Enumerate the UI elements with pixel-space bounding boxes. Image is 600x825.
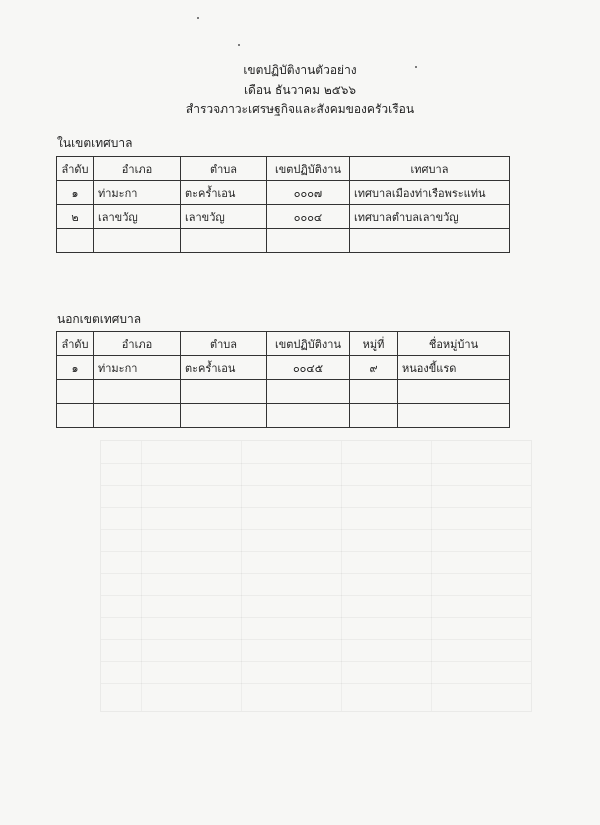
- cell-district: [94, 380, 181, 404]
- cell-order: [57, 404, 94, 428]
- cell-subdistrict: [181, 380, 267, 404]
- cell-district: ท่ามะกา: [94, 181, 181, 205]
- section-municipal-label: ในเขตเทศบาล: [57, 136, 133, 150]
- cell-work-area: ๐๐๐๔: [267, 205, 350, 229]
- cell-work-area: [267, 229, 350, 253]
- cell-subdistrict: [181, 229, 267, 253]
- cell-subdistrict: เลาขวัญ: [181, 205, 267, 229]
- non-municipal-table: [56, 331, 510, 428]
- cell-subdistrict: [181, 404, 267, 428]
- table-header-row: [57, 332, 510, 356]
- column-header: เขตปฏิบัติงาน: [267, 157, 350, 181]
- column-header: ตำบล: [181, 157, 267, 181]
- cell-work-area: [267, 380, 350, 404]
- cell-village-name: [398, 404, 510, 428]
- cell-village-name: [398, 380, 510, 404]
- cell-district: [94, 229, 181, 253]
- table-row: [57, 380, 510, 404]
- column-header: ลำดับ: [57, 157, 94, 181]
- cell-order: ๒: [57, 205, 94, 229]
- section-non-municipal-label: นอกเขตเทศบาล: [57, 312, 142, 326]
- table-row: [57, 356, 510, 380]
- cell-district: [94, 404, 181, 428]
- document-title: เขตปฏิบัติงานตัวอย่าง: [243, 63, 357, 77]
- column-header: เทศบาล: [350, 157, 510, 181]
- scan-speck: [197, 17, 199, 19]
- table-row: [57, 229, 510, 253]
- cell-subdistrict: ตะคร้ำเอน: [181, 356, 267, 380]
- cell-municipality: เทศบาลเมืองท่าเรือพระแท่น: [350, 181, 510, 205]
- cell-district: ท่ามะกา: [94, 356, 181, 380]
- cell-municipality: เทศบาลตำบลเลาขวัญ: [350, 205, 510, 229]
- cell-district: เลาขวัญ: [94, 205, 181, 229]
- cell-work-area: ๐๐๐๗: [267, 181, 350, 205]
- cell-village-no: [350, 380, 398, 404]
- scan-speck: [238, 44, 240, 46]
- table-row: [57, 205, 510, 229]
- document-month: เดือน ธันวาคม ๒๕๖๖: [243, 83, 357, 97]
- table-header-row: [57, 157, 510, 181]
- document-survey-name: สำรวจภาวะเศรษฐกิจและสังคมของครัวเรือน: [185, 102, 415, 116]
- municipal-table: [56, 156, 510, 253]
- column-header: ตำบล: [181, 332, 267, 356]
- cell-order: ๑: [57, 356, 94, 380]
- faint-bleed-through: [100, 440, 532, 712]
- table-row: [57, 181, 510, 205]
- column-header: อำเภอ: [94, 332, 181, 356]
- cell-village-name: หนองขี้แรด: [398, 356, 510, 380]
- cell-work-area: [267, 404, 350, 428]
- column-header: อำเภอ: [94, 157, 181, 181]
- table-row: [57, 404, 510, 428]
- cell-order: [57, 229, 94, 253]
- column-header: หมู่ที่: [350, 332, 398, 356]
- cell-village-no: ๙: [350, 356, 398, 380]
- cell-subdistrict: ตะคร้ำเอน: [181, 181, 267, 205]
- cell-order: [57, 380, 94, 404]
- column-header: ลำดับ: [57, 332, 94, 356]
- column-header: เขตปฏิบัติงาน: [267, 332, 350, 356]
- cell-village-no: [350, 404, 398, 428]
- column-header: ชื่อหมู่บ้าน: [398, 332, 510, 356]
- cell-work-area: ๐๐๔๕: [267, 356, 350, 380]
- cell-municipality: [350, 229, 510, 253]
- cell-order: ๑: [57, 181, 94, 205]
